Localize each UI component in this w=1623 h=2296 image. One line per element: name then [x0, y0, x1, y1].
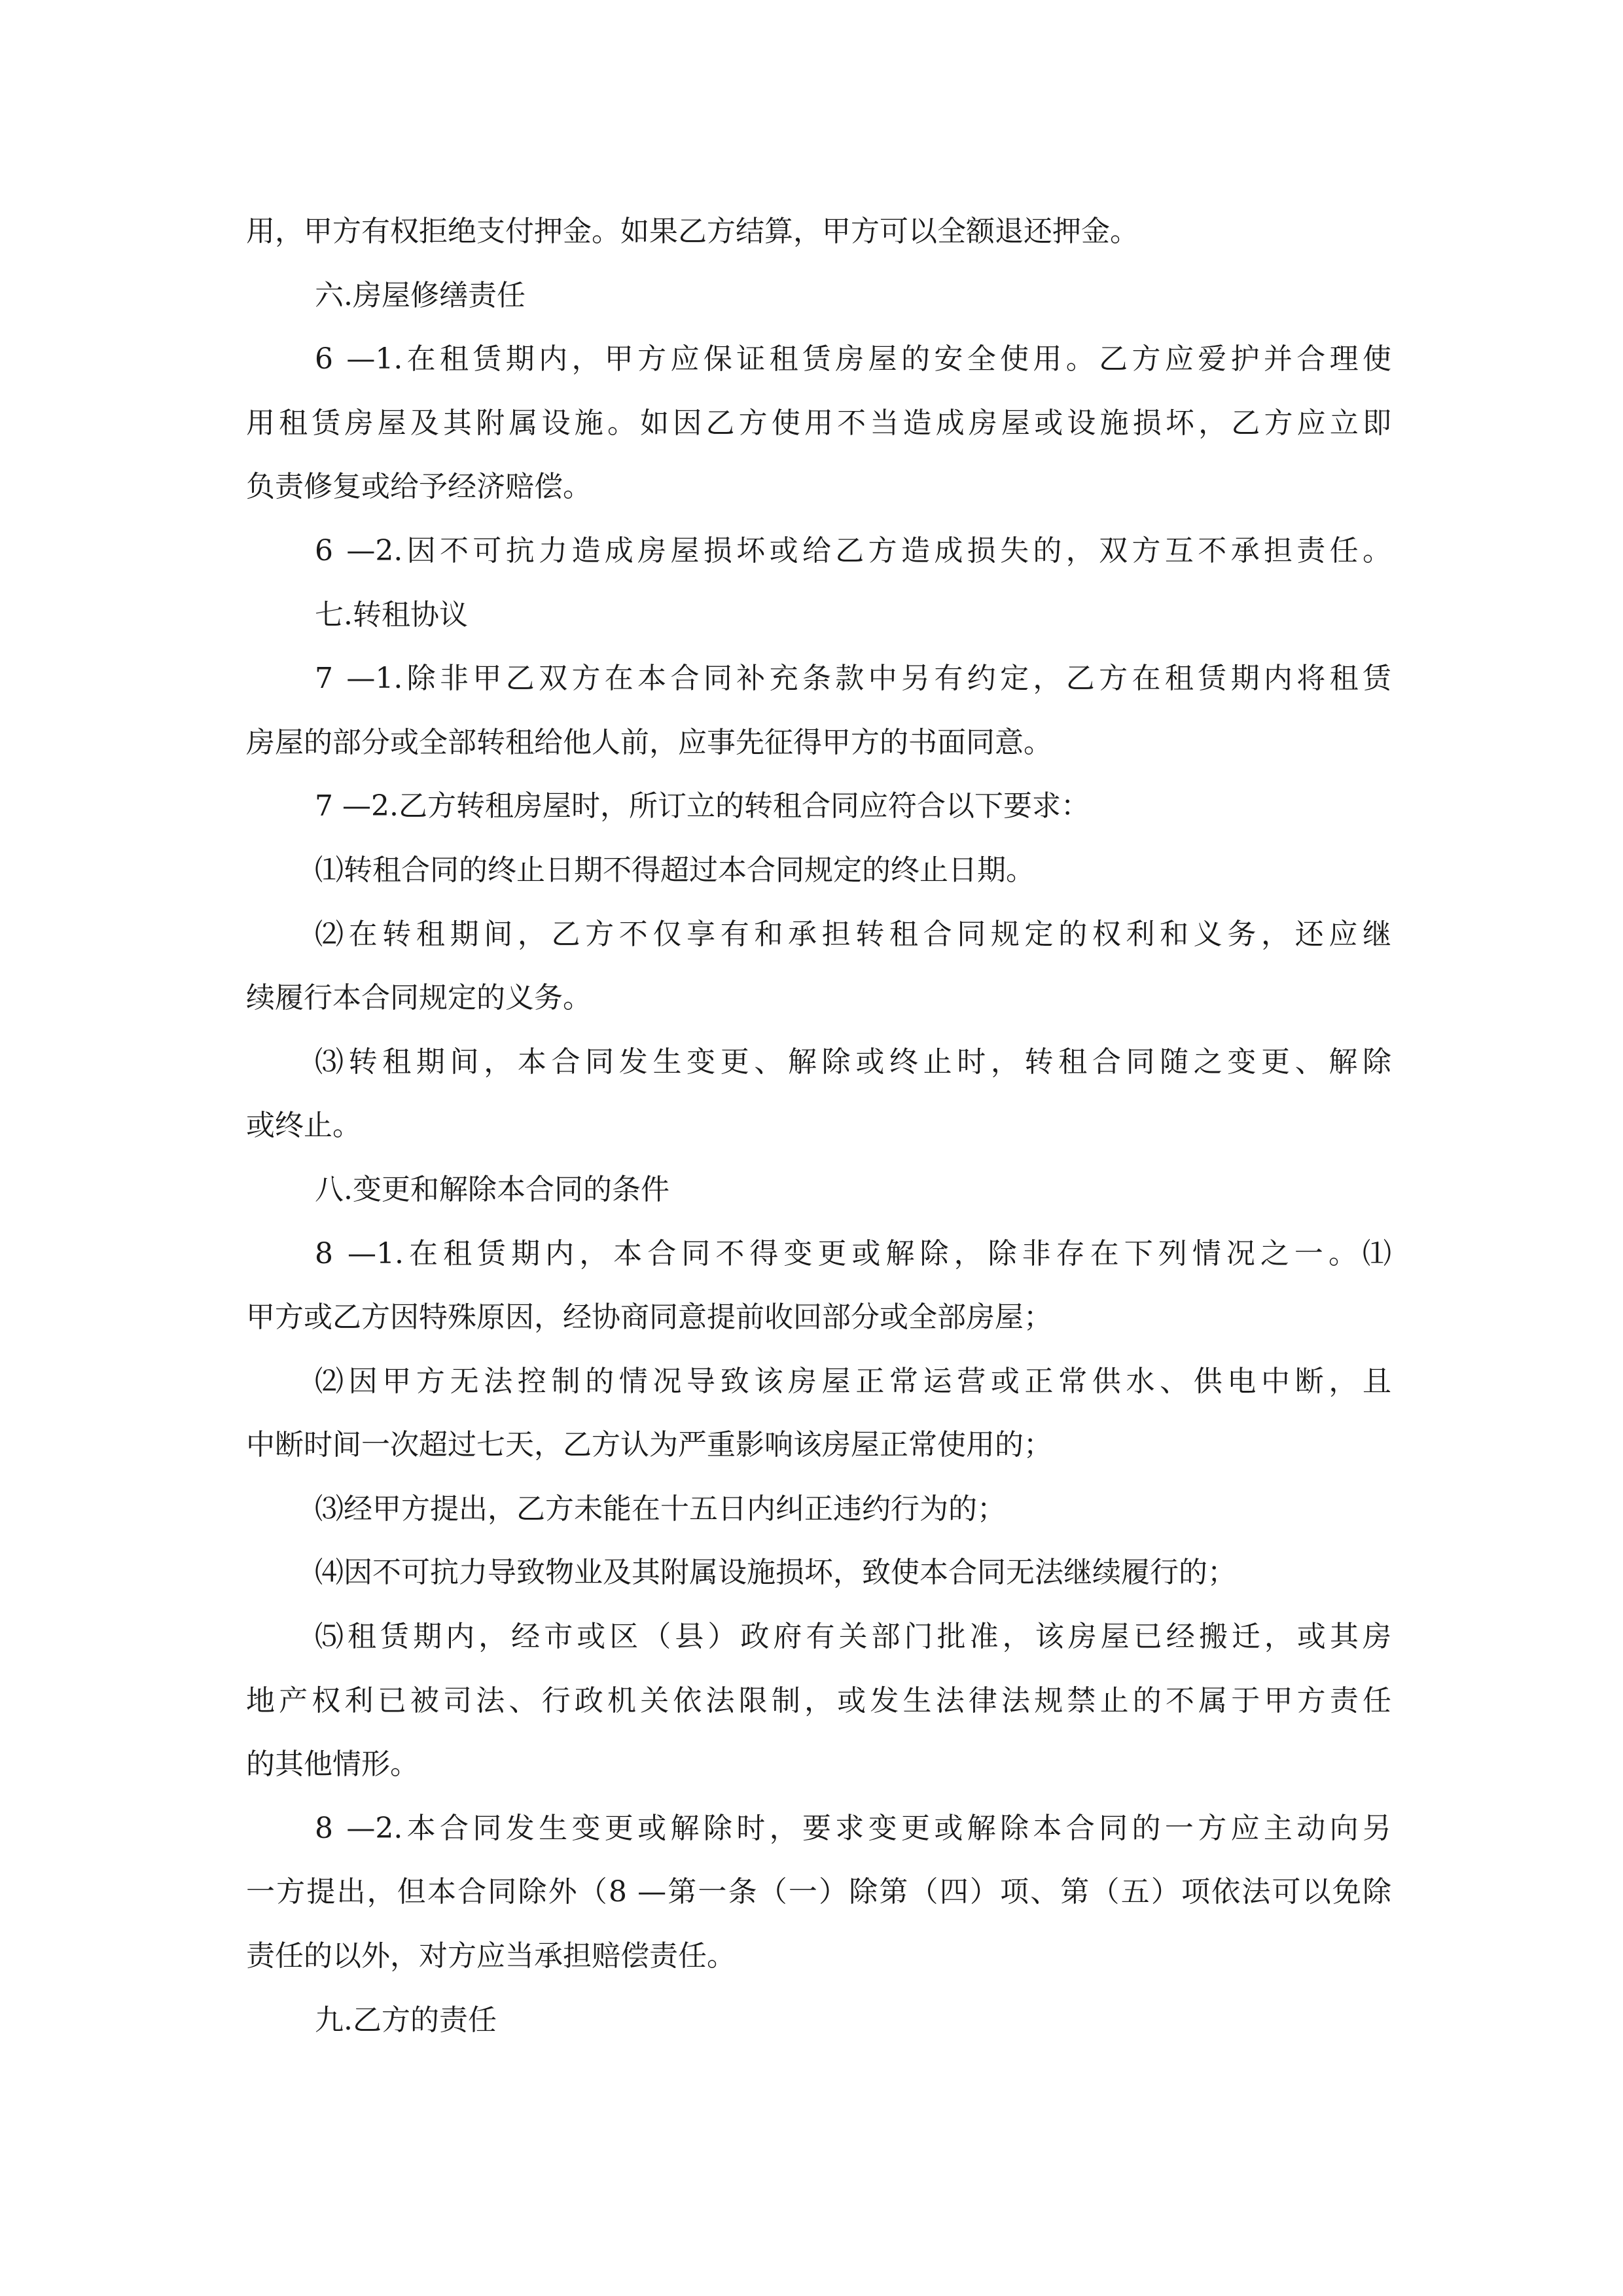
paragraph-line: 地产权利已被司法、行政机关依法限制，或发生法律法规禁止的不属于甲方责任 — [246, 1683, 1391, 1717]
list-item-line: ⑵因甲方无法控制的情况导致该房屋正常运营或正常供水、供电中断，且 — [315, 1364, 1391, 1398]
section-heading: 六.房屋修缮责任 — [315, 278, 526, 312]
paragraph-line: 用租赁房屋及其附属设施。如因乙方使用不当造成房屋或设施损坏，乙方应立即 — [246, 406, 1391, 440]
paragraph-line: 甲方或乙方因特殊原因，经协商同意提前收回部分或全部房屋； — [246, 1300, 1052, 1335]
paragraph-line: 7 —2.乙方转租房屋时，所订立的转租合同应符合以下要求： — [315, 789, 1090, 823]
document-body — [246, 200, 1391, 2052]
list-item-line: ⑵在转租期间，乙方不仅享有和承担转租合同规定的权利和义务，还应继 — [315, 917, 1391, 951]
list-item-line: ⑸租赁期内，经市或区（县）政府有关部门批准，该房屋已经搬迁，或其房 — [315, 1620, 1391, 1654]
paragraph-line: 续履行本合同规定的义务。 — [246, 981, 592, 1015]
paragraph-line: 6 —1.在租赁期内，甲方应保证租赁房屋的安全使用。乙方应爱护并合理使 — [315, 342, 1391, 376]
section-heading: 七.转租协议 — [315, 598, 468, 632]
paragraph-line: 7 —1.除非甲乙双方在本合同补充条款中另有约定，乙方在租赁期内将租赁 — [315, 662, 1391, 696]
paragraph-line: 用，甲方有权拒绝支付押金。如果乙方结算，甲方可以全额退还押金。 — [246, 215, 1139, 248]
paragraph-line: 8 —1.在租赁期内，本合同不得变更或解除，除非存在下列情况之一。⑴ — [315, 1236, 1391, 1270]
paragraph-line: 8 —2.本合同发生变更或解除时，要求变更或解除本合同的一方应主动向另 — [315, 1811, 1391, 1845]
paragraph-line: 或终止。 — [246, 1109, 361, 1143]
list-item-line: ⑴转租合同的终止日期不得超过本合同规定的终止日期。 — [315, 853, 1035, 887]
paragraph-line: 责任的以外，对方应当承担赔偿责任。 — [246, 1939, 736, 1973]
list-item-line: ⑶经甲方提出，乙方未能在十五日内纠正违约行为的； — [315, 1492, 1006, 1526]
section-heading: 八.变更和解除本合同的条件 — [315, 1172, 669, 1206]
list-item-line: ⑷因不可抗力导致物业及其附属设施损坏，致使本合同无法继续履行的； — [315, 1556, 1236, 1590]
paragraph-line: 负责修复或给予经济赔偿。 — [246, 470, 592, 504]
paragraph-line: 中断时间一次超过七天，乙方认为严重影响该房屋正常使用的； — [246, 1428, 1052, 1462]
list-item-line: ⑶转租期间，本合同发生变更、解除或终止时，转租合同随之变更、解除 — [315, 1045, 1391, 1079]
paragraph-line: 房屋的部分或全部转租给他人前，应事先征得甲方的书面同意。 — [246, 725, 1052, 759]
section-heading: 九.乙方的责任 — [315, 2003, 497, 2037]
paragraph-line: 一方提出，但本合同除外（8 —第一条（一）除第（四）项、第（五）项依法可以免除 — [246, 1875, 1391, 1909]
paragraph-line: 的其他情形。 — [246, 1748, 419, 1782]
paragraph-line: 6 —2.因不可抗力造成房屋损坏或给乙方造成损失的，双方互不承担责任。 — [315, 533, 1391, 567]
